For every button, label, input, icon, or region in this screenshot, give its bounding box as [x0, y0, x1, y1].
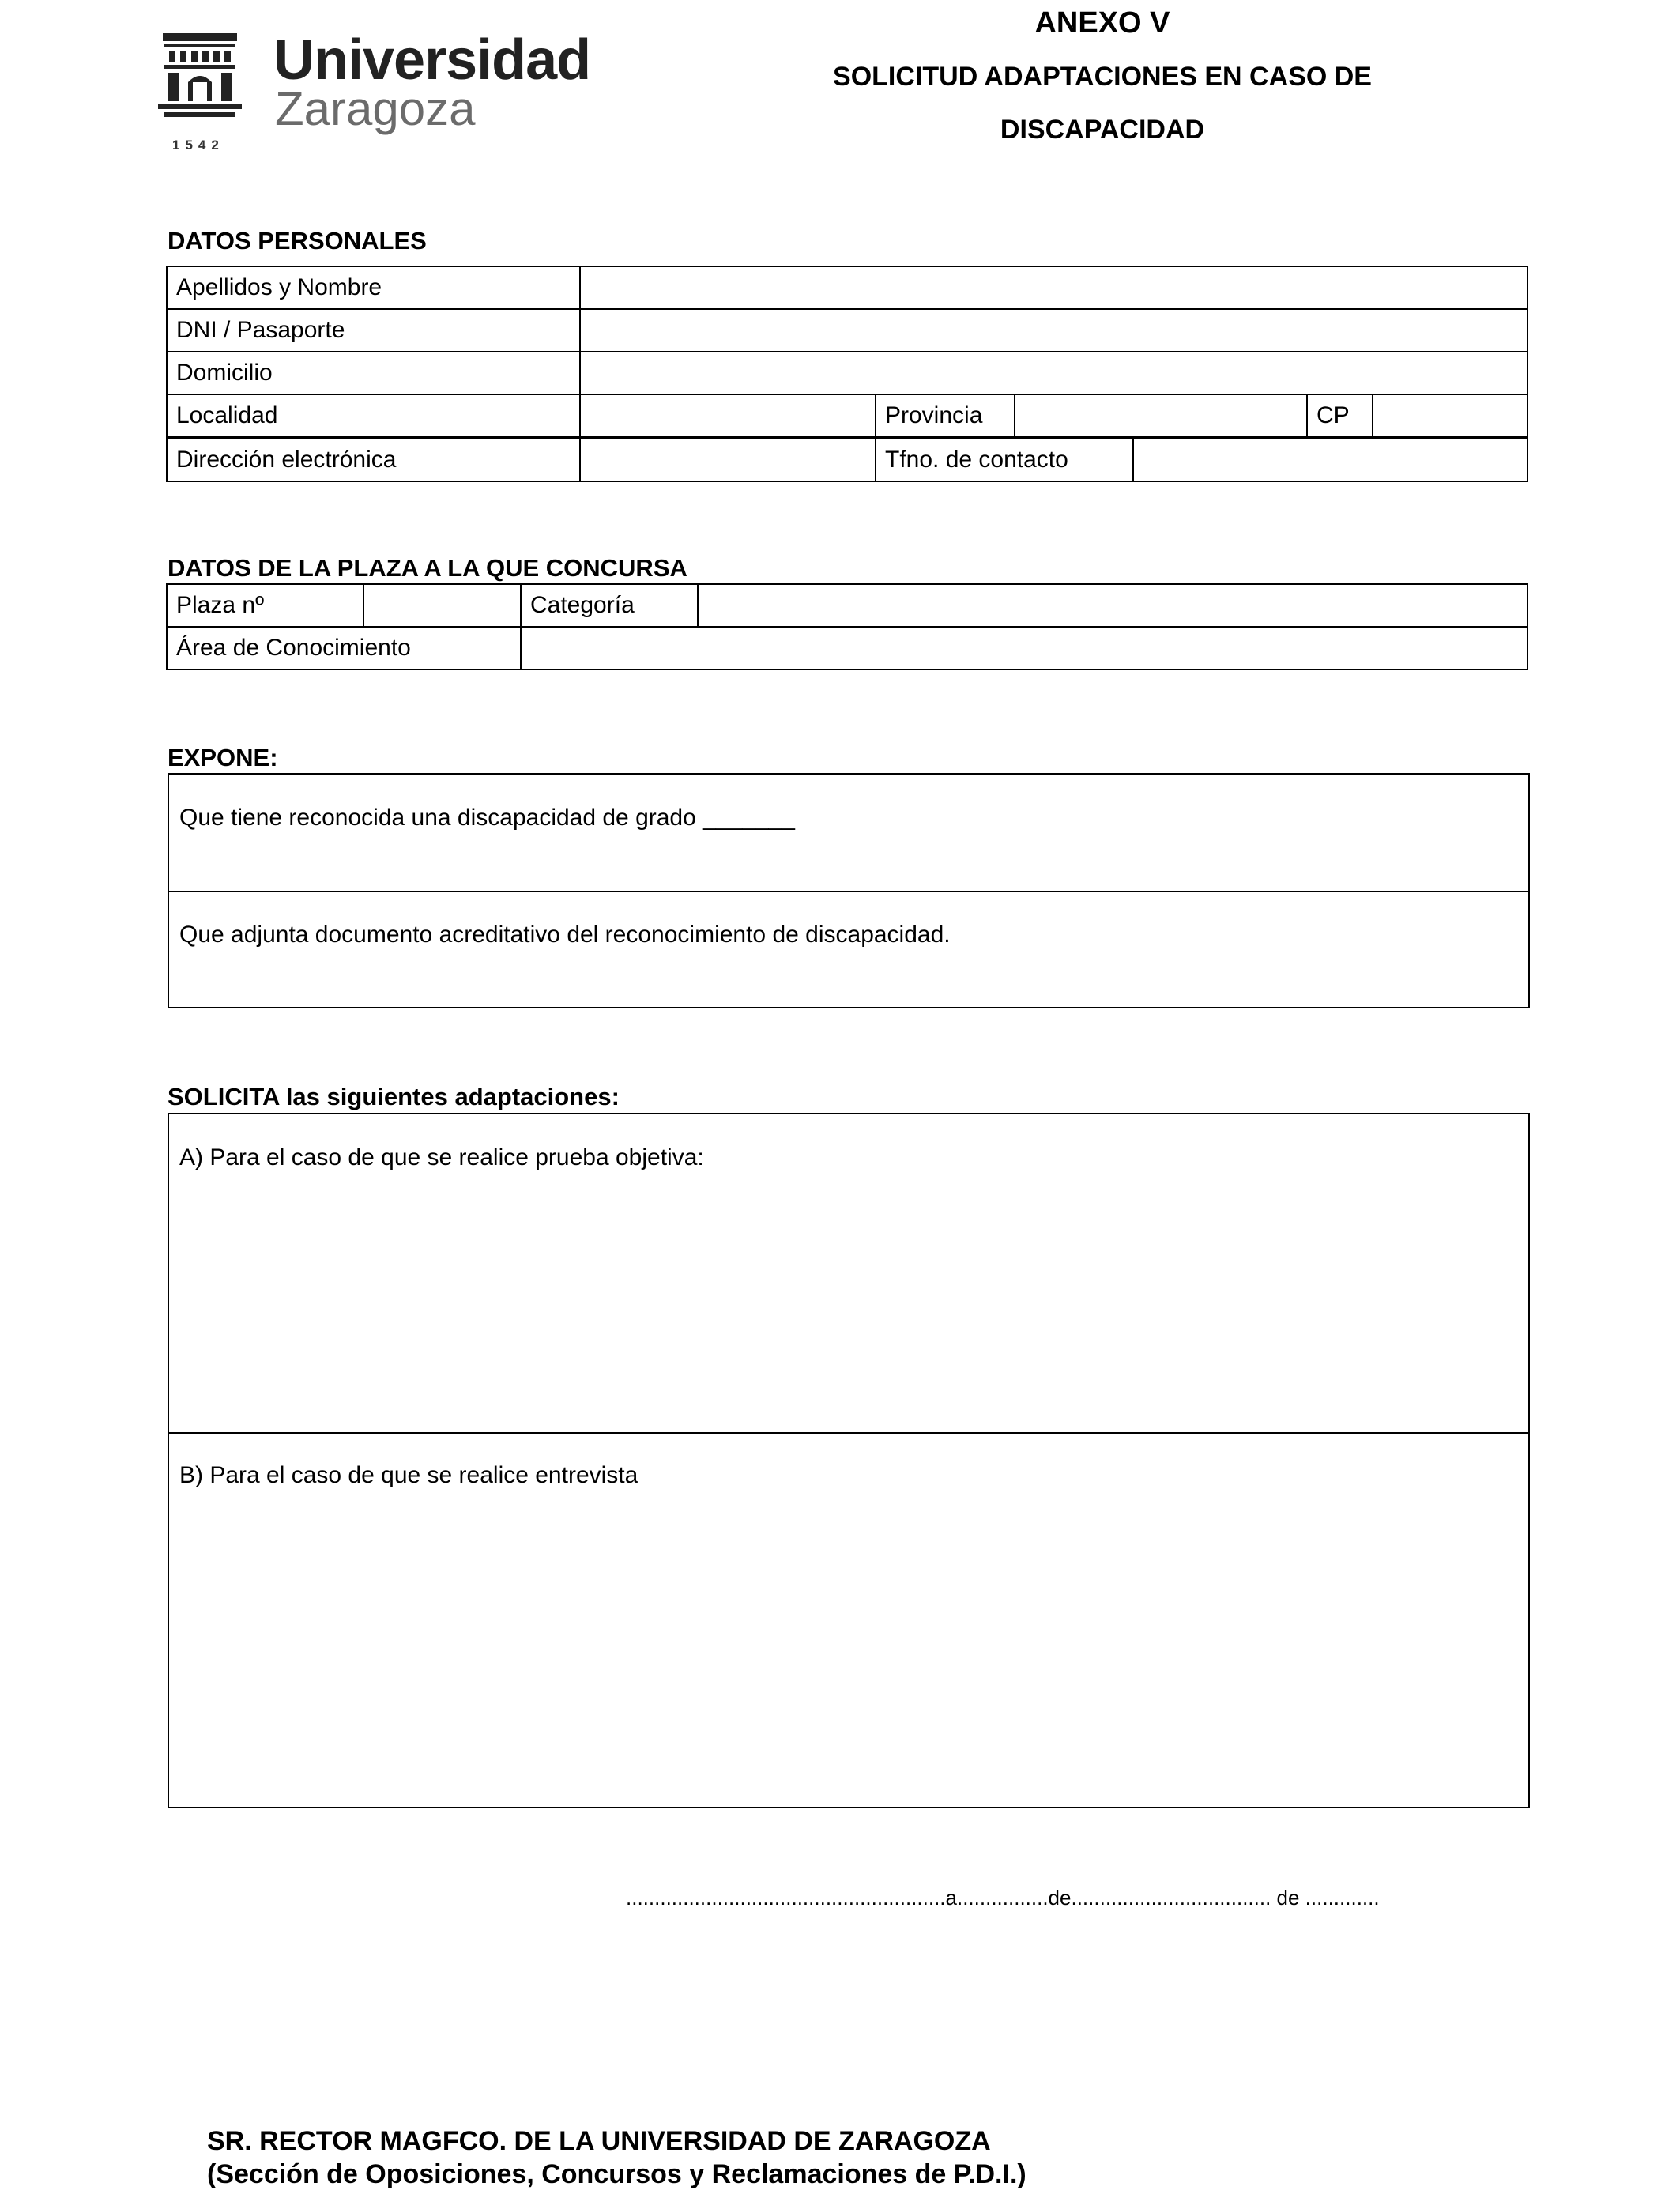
- cp-field[interactable]: [1373, 394, 1527, 437]
- date-place-line[interactable]: ........................................................a................de................................... de .............: [626, 1886, 1380, 1909]
- solicita-heading: SOLICITA las siguientes adaptaciones:: [168, 1083, 620, 1110]
- university-logo: [156, 28, 591, 158]
- cp-label: CP: [1307, 394, 1373, 437]
- logo-city-name: Zaragoza: [275, 82, 476, 135]
- city-label: Localidad: [167, 394, 580, 437]
- document-attached-statement: Que adjunta documento acreditativo del reconocimiento de discapacidad.: [179, 922, 951, 948]
- contact-table: [166, 438, 1528, 482]
- annex-title: ANEXO V: [1034, 6, 1170, 40]
- address-label: Domicilio: [167, 352, 580, 394]
- disability-degree-statement: Que tiene reconocida una discapacidad de grado _______: [179, 805, 795, 831]
- phone-field[interactable]: [1133, 439, 1527, 481]
- id-label: DNI / Pasaporte: [167, 309, 580, 352]
- expone-row: [169, 775, 1528, 892]
- province-field[interactable]: [1015, 394, 1307, 437]
- table-row: [167, 584, 1527, 627]
- addressee-line1: SR. RECTOR MAGFCO. DE LA UNIVERSIDAD DE ZARAGOZA: [207, 2126, 991, 2156]
- personal-data-table: [166, 266, 1528, 438]
- addressee-line2: (Sección de Oposiciones, Concursos y Reclamaciones de P.D.I.): [207, 2159, 1026, 2189]
- form-title-line2: DISCAPACIDAD: [1000, 115, 1205, 145]
- option-b-area[interactable]: [169, 1434, 1528, 1807]
- phone-label: Tfno. de contacto: [876, 439, 1133, 481]
- table-row: [167, 309, 1527, 352]
- category-field[interactable]: [698, 584, 1527, 627]
- category-label: Categoría: [521, 584, 698, 627]
- table-row: [167, 394, 1527, 437]
- option-a-label: A) Para el caso de que se realice prueba objetiva:: [179, 1144, 704, 1171]
- email-field[interactable]: [580, 439, 876, 481]
- plaza-field[interactable]: [363, 584, 521, 627]
- plaza-label: Plaza nº: [167, 584, 363, 627]
- expone-heading: EXPONE:: [168, 744, 278, 771]
- province-label: Provincia: [876, 394, 1015, 437]
- name-field[interactable]: [580, 266, 1527, 309]
- solicita-box: [168, 1113, 1530, 1808]
- personal-data-heading: DATOS PERSONALES: [168, 227, 427, 254]
- area-field[interactable]: [521, 627, 1527, 669]
- id-field[interactable]: [580, 309, 1527, 352]
- expone-box: [168, 773, 1530, 1008]
- logo-university-name: Universidad: [273, 28, 591, 92]
- option-a-area[interactable]: [169, 1114, 1528, 1434]
- area-label: Área de Conocimiento: [167, 627, 521, 669]
- email-label: Dirección electrónica: [167, 439, 580, 481]
- name-label: Apellidos y Nombre: [167, 266, 580, 309]
- option-b-label: B) Para el caso de que se realice entrevista: [179, 1462, 638, 1488]
- position-data-heading: DATOS DE LA PLAZA A LA QUE CONCURSA: [168, 554, 687, 582]
- city-field[interactable]: [580, 394, 876, 437]
- address-field[interactable]: [580, 352, 1527, 394]
- logo-year: 1542: [172, 138, 224, 153]
- table-row: [167, 266, 1527, 309]
- table-row: [167, 627, 1527, 669]
- table-row: [167, 352, 1527, 394]
- position-data-table: [166, 583, 1528, 670]
- form-title-line1: SOLICITUD ADAPTACIONES EN CASO DE: [833, 62, 1372, 92]
- building-emblem-icon: [156, 32, 243, 142]
- table-row: [167, 439, 1527, 481]
